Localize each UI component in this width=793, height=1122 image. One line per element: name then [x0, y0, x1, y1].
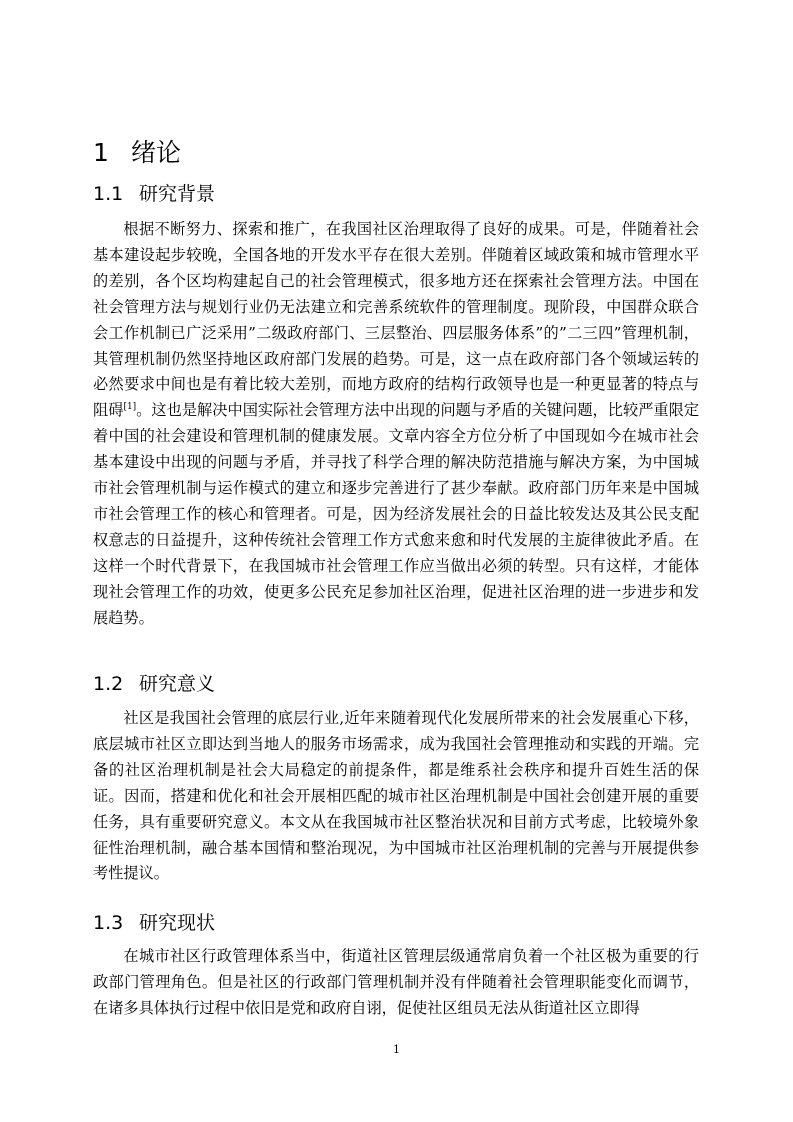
- section-number: 1.2: [93, 673, 124, 695]
- section-heading-significance: [93, 671, 215, 697]
- section-title: 研究意义: [139, 673, 216, 695]
- section-heading-status: [93, 910, 215, 936]
- background-text-part-1: 根据不断努力、探索和推广，在我国社区治理取得了良好的成果。可是，伴随着社会基本建设起步较晚，全国各地的开发水平存在很大差别。伴随着区域政策和城市管理水平的差别，各个区均构建起自己的社会管理模式，很多地方还在探索社会管理方法。中国在社会管理方法与规划行业仍无法建立和完善系统软件的管理制度。现阶段，中国群众联合会工作机制已广泛采用”二级政府部门、三层整治、四层服务体系”的”二三四”管理机制，其管理机制仍然坚持地区政府部门发展的趋势。可是，这一点在政府部门各个领域运转的必然要求中间也是有着比较大差别，而地方政府的结构行政领导也是一种更显著的特点与阻碍: [93, 220, 699, 420]
- section-title: 研究现状: [139, 912, 216, 934]
- chapter-number: 1: [93, 138, 109, 167]
- background-paragraph: [93, 217, 699, 632]
- citation-reference: [1]: [123, 402, 137, 413]
- background-text-part-2: 。这也是解决中国实际社会管理方法中出现的问题与矛盾的关键问题，比较严重限定着中国的社会建设和管理机制的健康发展。文章内容全方位分析了中国现如今在城市社会基本建设中出现的问题与矛盾，并寻找了科学合理的解决防范措施与解决方案，为中国城市社会管理机制与运作模式的建立和逐步完善进行了甚少奉献。政府部门历年来是中国城市社会管理工作的核心和管理者。可是，因为经济发展社会的日益比较发达及其公民支配权意志的日益提升，这种传统社会管理工作方式愈来愈和时代发展的主旋律彼此矛盾。在这样一个时代背景下，在我国城市社会管理工作应当做出必须的转型。只有这样，才能体现社会管理工作的功效，使更多公民充足参加社区治理，促进社区治理的进一步进步和发展趋势。: [93, 401, 700, 627]
- section-heading-background: [93, 181, 215, 207]
- chapter-heading: [93, 137, 181, 169]
- significance-paragraph: 社区是我国社会管理的底层行业,近年来随着现代化发展所带来的社会发展重心下移，底层城市社区立即达到当地人的服务市场需求，成为我国社会管理推动和实践的开端。完备的社区治理机制是社会大局稳定的前提条件，都是维系社会秩序和提升百姓生活的保证。因而，搭建和优化和社会开展相匹配的城市社区治理机制是中国社会创建开展的重要任务，具有重要研究意义。本文从在我国城市社区整治状况和目前方式考虑，比较境外象征性治理机制，融合基本国情和整治现况，为中国城市社区治理机制的完善与开展提供参考性提议。: [93, 709, 699, 883]
- chapter-title: 绪论: [131, 138, 182, 167]
- section-number: 1.3: [93, 912, 124, 934]
- section-title: 研究背景: [139, 183, 216, 205]
- status-paragraph: 在城市社区行政管理体系当中，街道社区管理层级通常肩负着一个社区极为重要的行政部门管理角色。但是社区的行政部门管理机制并没有伴随着社会管理职能变化而调节，在诸多具体执行过程中依旧是党和政府自诩，促使社区组员无法从街道社区立即得: [93, 947, 699, 1017]
- page-number: 1: [393, 1043, 400, 1056]
- section-number: 1.1: [93, 183, 124, 205]
